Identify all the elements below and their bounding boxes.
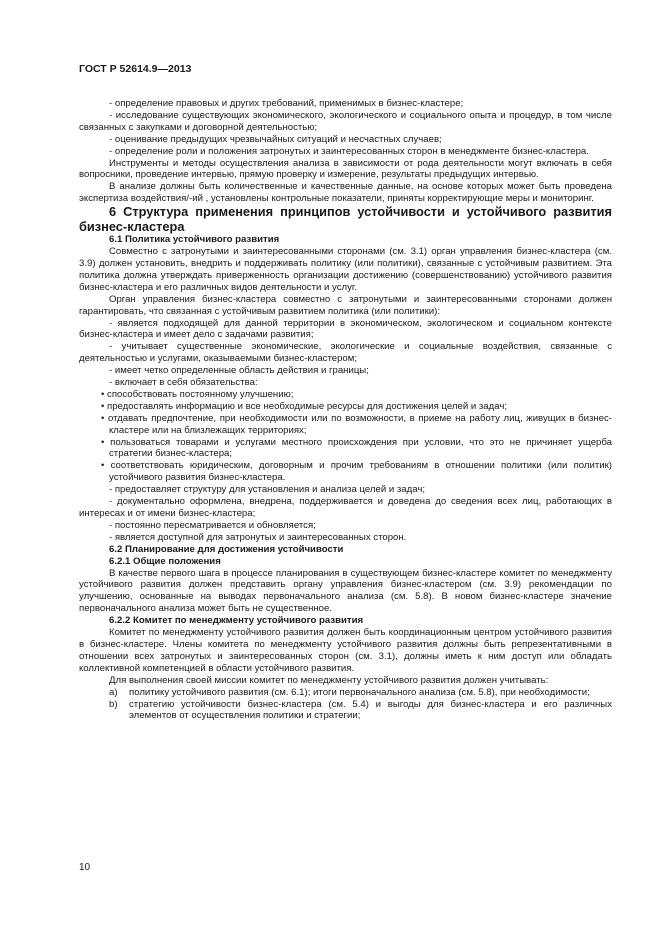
bullet-item: • пользоваться товарами и услугами местного происхождения при условии, что это не причиняет ущерба стратегии бизнес-кластера; <box>101 436 612 460</box>
subsection-heading: 6.2.2 Комитет по менеджменту устойчивого развития <box>109 615 364 627</box>
dash-item: - исследование существующих экономического, экологического и социального опыта и процедур, в том числе связанных с закупками и договорной деятельностью; <box>79 109 612 133</box>
dash-item: - предоставляет структуру для установления и анализа целей и задач; <box>109 484 425 496</box>
document-header: ГОСТ Р 52614.9—2013 <box>79 63 192 75</box>
dash-item: - определение роли и положения затронутых и заинтересованных сторон в менеджменте бизнес-кластера. <box>109 145 589 157</box>
dash-item: - является подходящей для данной территории в экономическом, экологическом и социальном контексте бизнес-кластера и имеет дело с задачами развития; <box>79 317 612 341</box>
subsection-heading: 6.2 Планирование для достижения устойчивости <box>109 543 344 555</box>
paragraph: В анализе должны быть количественные и качественные данные, на основе которых может быть проведена экспертиза воздействия/-ий , установлены контрольные показатели, приняты корректирующие меры и мониторинг. <box>79 181 612 205</box>
dash-item: - учитывает существенные экономические, экологические и социальные воздействия, связанные с деятельностью и услугами, оказываемыми бизнес-кластером; <box>79 341 612 365</box>
bullet-item: • отдавать предпочтение, при необходимости или по возможности, в приеме на работу лиц, живущих в бизнес-кластере или на близлежащих территориях; <box>101 412 612 436</box>
item-text: стратегию устойчивости бизнес-кластера (см. 5.4) и выгоды для бизнес-кластера и его различных элементов от осуществления политики и стратегии; <box>129 698 612 722</box>
paragraph: Комитет по менеджменту устойчивого развития должен быть координационным центром устойчивого развития в бизнес-кластере. Члены комитета по менеджменту устойчивого развития должны быть репрезентативными в отношении всех затронутых и заинтересованных сторон (см. 3.1), должны иметь к ним доступ или обладать коллективной компетенцией в области устойчивого развития. <box>79 627 612 674</box>
page-body <box>79 98 612 722</box>
paragraph: Совместно с затронутыми и заинтересованными сторонами (см. 3.1) орган управления бизнес-кластера (см. 3.9) должен установить, внедрить и поддерживать политику (или политики), связанные с устойчивым развитием. Эта политика должна утверждать приверженность организации достижению (совершенствованию) устойчивого развития бизнес-кластера и его различных видов деятельности и услуг. <box>79 246 612 293</box>
paragraph: Инструменты и методы осуществления анализа в зависимости от рода деятельности могут включать в себя вопросники, проведение интервью, прямую проверку и измерение, результаты предыдущих интервью. <box>79 157 612 181</box>
item-text: политику устойчивого развития (см. 6.1); итоги первоначального анализа (см. 5.8), при необходимости; <box>129 686 590 698</box>
paragraph: В качестве первого шага в процессе планирования в существующем бизнес-кластере комитет по менеджменту устойчивого развития должен представить органу управления бизнес-кластером (см. 3.9) рекомендации по улучшению, основанные на выводах первоначального анализа (см. 5.8). В новом бизнес-кластере значение первоначального анализа может быть не существенное. <box>79 567 612 615</box>
section-heading: 6 Структура применения принципов устойчивости и устойчивого развития бизнес-кластера <box>79 204 612 234</box>
item-label: b) <box>109 698 118 710</box>
dash-item: - постоянно пересматривается и обновляется; <box>109 519 316 531</box>
lettered-item <box>79 699 612 723</box>
dash-item: - имеет четко определенные область действия и границы; <box>109 365 369 377</box>
dash-item: - включает в себя обязательства: <box>109 377 258 389</box>
lettered-item <box>79 687 612 699</box>
dash-item: - является доступной для затронутых и заинтересованных сторон. <box>109 531 407 543</box>
bullet-item: • способствовать постоянному улучшению; <box>101 388 294 400</box>
subsection-heading: 6.2.1 Общие положения <box>109 555 221 567</box>
bullet-item: • предоставлять информацию и все необходимые ресурсы для достижения целей и задач; <box>101 400 508 412</box>
bullet-item: • соответствовать юридическим, договорным и прочим требованиям в отношении политики (или политик) устойчивого развития бизнес-кластера. <box>101 460 612 484</box>
dash-item: - документально оформлена, внедрена, поддерживается и доведена до сведения всех лиц, работающих в интересах и от имени бизнес-кластера; <box>79 496 612 519</box>
dash-item: - определение правовых и других требований, применимых в бизнес-кластере; <box>109 98 464 109</box>
page-number: 10 <box>79 862 91 873</box>
paragraph: Для выполнения своей миссии комитет по менеджменту устойчивого развития должен учитывать: <box>109 674 549 686</box>
dash-item: - оценивание предыдущих чрезвычайных ситуаций и несчастных случаев; <box>109 133 442 145</box>
subsection-heading: 6.1 Политика устойчивого развития <box>109 234 280 246</box>
paragraph: Орган управления бизнес-кластера совместно с затронутыми и заинтересованными сторонами должен гарантировать, что связанная с устойчивым развитием политика (или политики): <box>79 293 612 317</box>
item-label: a) <box>109 686 118 698</box>
